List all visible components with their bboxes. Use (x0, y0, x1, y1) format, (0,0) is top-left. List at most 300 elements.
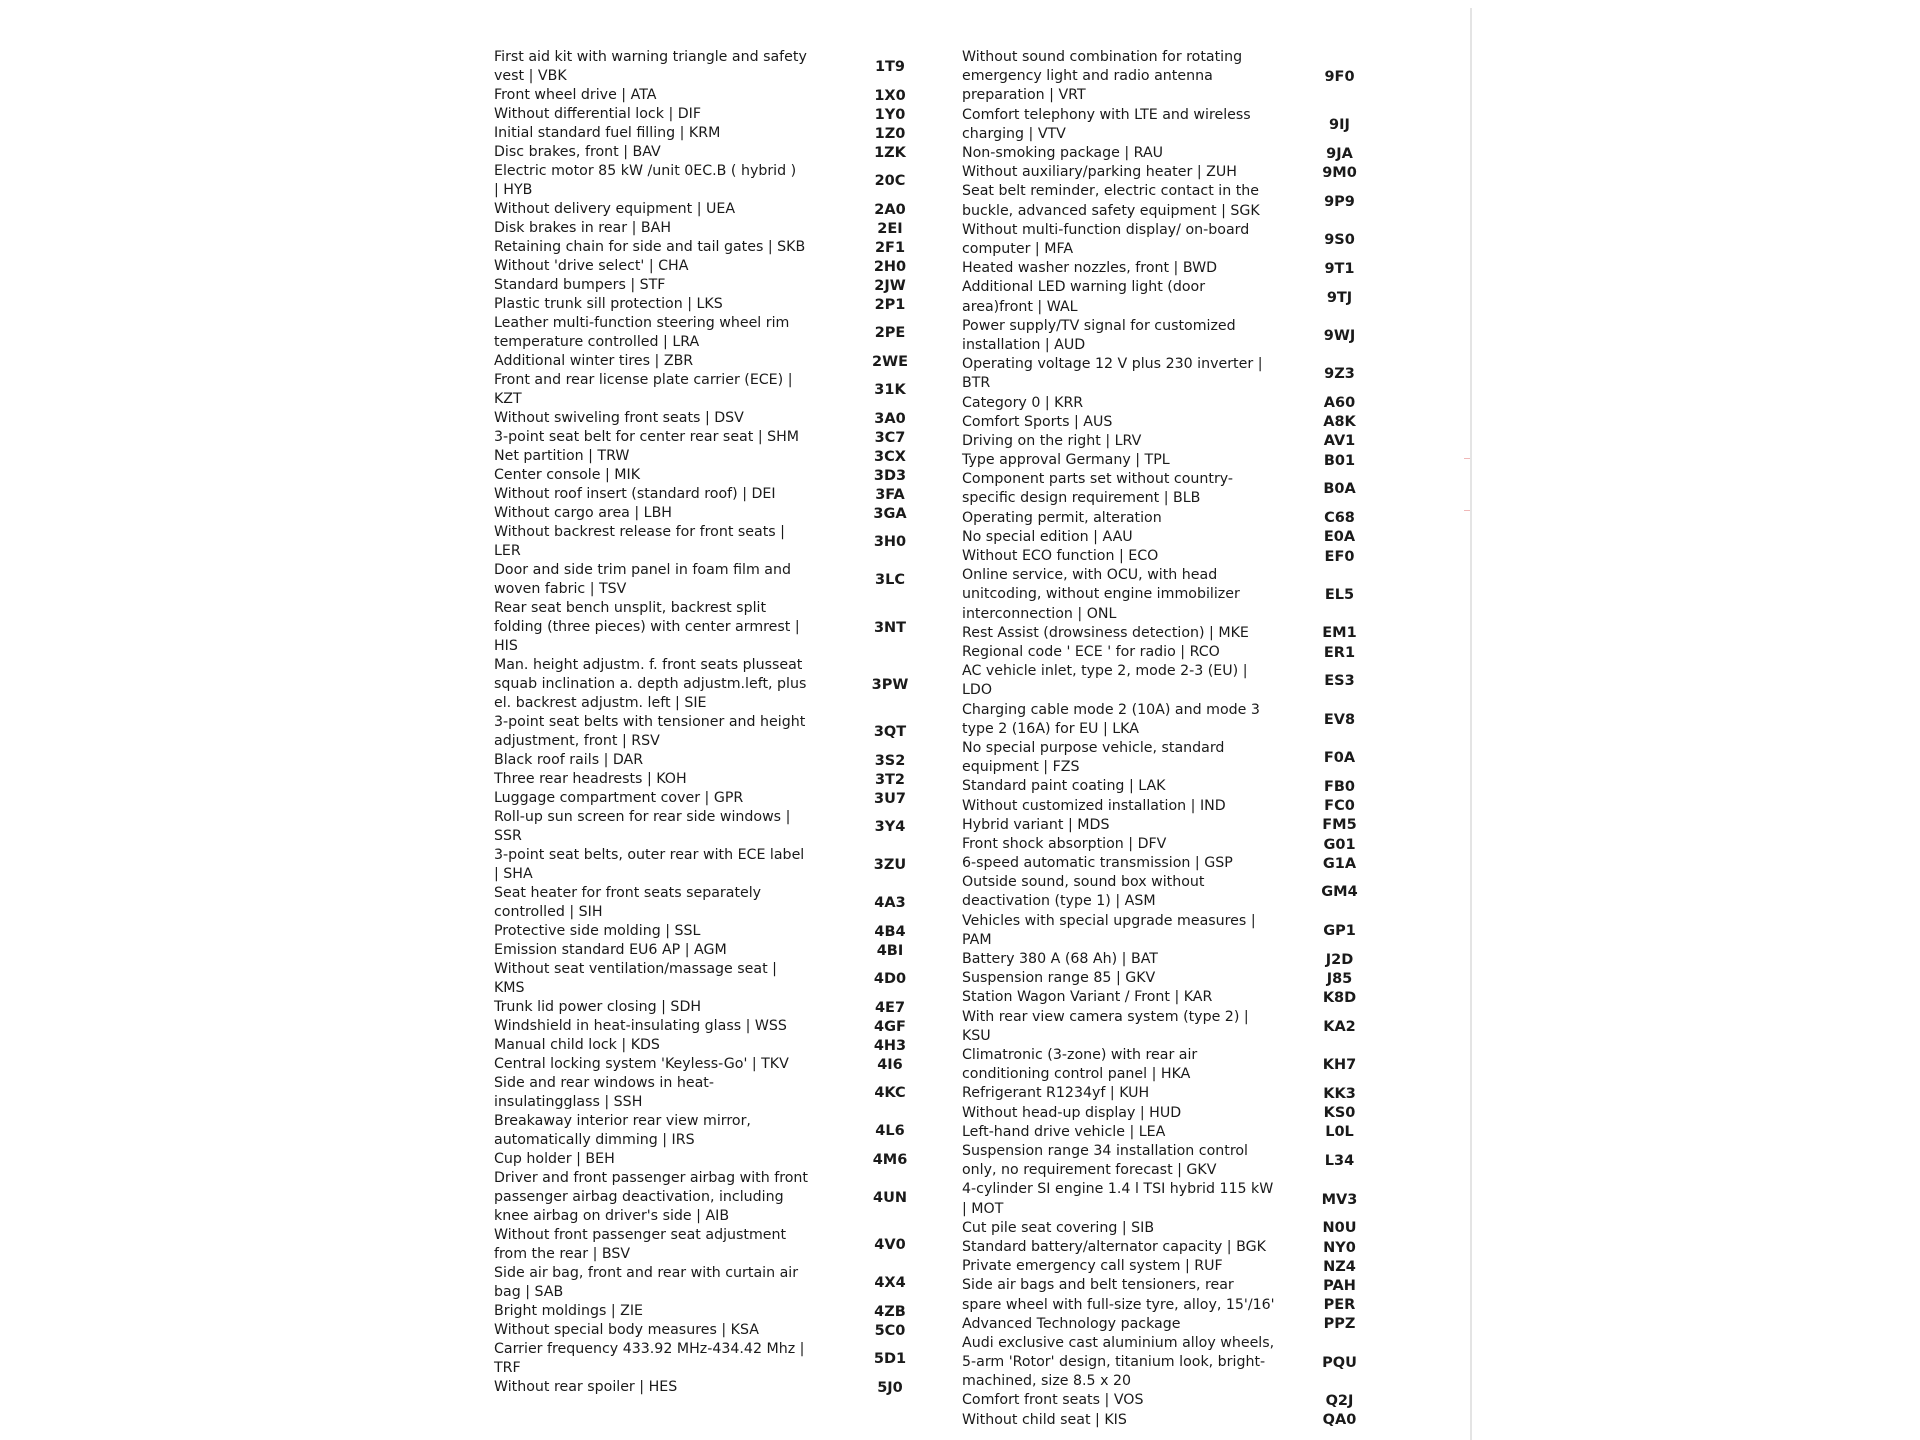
equipment-description: Additional winter tires | ZBR (494, 352, 694, 369)
equipment-code: 31K (874, 382, 906, 398)
equipment-description: Emission standard EU6 AP | AGM (494, 941, 727, 958)
equipment-code: ER1 (1323, 644, 1356, 661)
equipment-row (494, 162, 946, 200)
equipment-code: PER (1323, 1297, 1356, 1314)
equipment-code: PQU (1322, 1354, 1357, 1371)
equipment-code: G01 (1323, 836, 1356, 853)
equipment-description: 3-point seat belts with tensioner and height adjustment, front | RSV (494, 713, 806, 749)
equipment-code: 3LC (875, 572, 905, 588)
equipment-row (494, 1340, 946, 1378)
equipment-code: 3PW (871, 676, 909, 693)
equipment-row (962, 701, 1392, 739)
equipment-code: 4D0 (873, 971, 907, 987)
equipment-code: FM5 (1322, 817, 1357, 834)
equipment-code: 1Z0 (874, 125, 906, 142)
equipment-row (962, 1238, 1392, 1257)
equipment-description: Cut pile seat covering | SIB (962, 1219, 1155, 1236)
equipment-description: Initial standard fuel filling | KRM (494, 124, 721, 141)
equipment-description: Online service, with OCU, with head unitcoding, without engine immobilizer interconnection | ONL (962, 567, 1240, 622)
equipment-description: Without 'drive select' | CHA (494, 257, 689, 274)
margin-mark (1464, 458, 1470, 459)
equipment-code: L0L (1325, 1124, 1354, 1141)
equipment-description: Windshield in heat-insulating glass | WSS (494, 1017, 787, 1034)
equipment-description: Without ECO function | ECO (962, 548, 1159, 565)
equipment-row (962, 854, 1392, 873)
equipment-code: 4B4 (874, 923, 906, 940)
equipment-code: A60 (1323, 395, 1356, 412)
equipment-code: 3QT (873, 724, 907, 740)
equipment-code: 20C (874, 173, 906, 189)
equipment-description: Cup holder | BEH (494, 1150, 615, 1167)
equipment-description: Left-hand drive vehicle | LEA (962, 1123, 1166, 1140)
equipment-code: AV1 (1323, 433, 1356, 450)
equipment-description: Central locking system 'Keyless-Go' | TKV (494, 1055, 789, 1072)
equipment-row (494, 219, 946, 238)
equipment-description: spare wheel with full-size tyre, alloy, 15'/16' (962, 1296, 1275, 1313)
equipment-description: Man. height adjustm. f. front seats plusseat squab inclination a. depth adjustm.left, plus el. backrest adjustm. left | SIE (494, 656, 807, 712)
equipment-row (962, 1104, 1392, 1123)
equipment-code: 4L6 (875, 1123, 905, 1139)
equipment-row (494, 770, 946, 789)
equipment-row (962, 163, 1392, 182)
equipment-code: EV8 (1323, 711, 1356, 728)
equipment-description: Component parts set without country- specific design requirement | BLB (962, 471, 1234, 507)
equipment-description: Without cargo area | LBH (494, 504, 672, 521)
equipment-description: Hybrid variant | MDS (962, 816, 1110, 833)
equipment-row (962, 662, 1392, 700)
equipment-description: Breakaway interior rear view mirror, automatically dimming | IRS (494, 1112, 751, 1148)
equipment-description: Advanced Technology package (962, 1315, 1181, 1332)
equipment-description: Seat heater for front seats separately controlled | SIH (494, 884, 762, 920)
equipment-code: 4KC (874, 1085, 906, 1101)
equipment-code: 3A0 (874, 410, 906, 427)
equipment-code: 2H0 (873, 258, 907, 275)
equipment-row (494, 561, 946, 599)
equipment-row (962, 1180, 1392, 1218)
equipment-row (962, 547, 1392, 566)
equipment-row (494, 960, 946, 998)
equipment-code: GM4 (1321, 884, 1358, 901)
equipment-description: Without multi-function display/ on-board computer | MFA (962, 221, 1250, 257)
equipment-code: 2P1 (874, 296, 906, 313)
equipment-code: 5C0 (874, 1322, 906, 1339)
equipment-description: Battery 380 A (68 Ah) | BAT (962, 951, 1158, 968)
equipment-code: 3H0 (873, 534, 907, 550)
equipment-row (494, 884, 946, 922)
equipment-code: KK3 (1323, 1086, 1356, 1102)
equipment-code: GP1 (1323, 922, 1356, 939)
equipment-row (494, 941, 946, 960)
equipment-description: 4-cylinder SI engine 1.4 l TSI hybrid 115 kW | MOT (962, 1181, 1274, 1217)
equipment-row (962, 1257, 1392, 1276)
equipment-code: 4GF (874, 1018, 906, 1035)
equipment-description: No special purpose vehicle, standard equipment | FZS (962, 739, 1225, 776)
equipment-code: L34 (1324, 1153, 1355, 1170)
equipment-row (962, 1142, 1392, 1180)
equipment-description: Seat belt reminder, electric contact in the buckle, advanced safety equipment | SGK (962, 183, 1260, 219)
equipment-description: Front wheel drive | ATA (494, 86, 657, 103)
equipment-description: Without child seat | KIS (962, 1411, 1127, 1428)
equipment-row (962, 912, 1392, 950)
equipment-row (494, 352, 946, 371)
equipment-description: Without rear spoiler | HES (494, 1378, 678, 1395)
equipment-description: Without auxiliary/parking heater | ZUH (962, 164, 1237, 181)
equipment-code: Q2J (1325, 1393, 1354, 1410)
equipment-code: 4E7 (874, 999, 906, 1016)
equipment-description: Power supply/TV signal for customized installation | AUD (962, 317, 1236, 353)
equipment-row (494, 1264, 946, 1302)
equipment-description: Operating voltage 12 V plus 230 inverter | BTR (962, 356, 1263, 392)
equipment-description: Vehicles with special upgrade measures | PAM (962, 912, 1256, 948)
equipment-description: Outside sound, sound box without deactivation (type 1) | ASM (962, 874, 1205, 910)
equipment-row (494, 447, 946, 466)
equipment-description: Additional LED warning light (door area)front | WAL (962, 279, 1206, 315)
equipment-row (962, 221, 1392, 259)
equipment-code: 5J0 (877, 1379, 903, 1396)
equipment-description: Standard bumpers | STF (494, 276, 666, 293)
equipment-description: First aid kit with warning triangle and safety vest | VBK (494, 48, 807, 84)
equipment-code: K8D (1322, 990, 1357, 1007)
equipment-description: Standard paint coating | LAK (962, 778, 1166, 795)
equipment-row (962, 509, 1392, 528)
equipment-description: Non-smoking package | RAU (962, 144, 1164, 161)
equipment-row (494, 599, 946, 656)
equipment-row (962, 144, 1392, 163)
equipment-row (962, 1276, 1392, 1295)
equipment-row (962, 1411, 1392, 1430)
equipment-description: No special edition | AAU (962, 528, 1133, 545)
equipment-row (962, 988, 1392, 1007)
page-edge-line (1470, 8, 1472, 1440)
equipment-row (962, 624, 1392, 643)
equipment-row (962, 182, 1392, 220)
equipment-description: Without delivery equipment | UEA (494, 200, 736, 217)
equipment-row (962, 432, 1392, 451)
equipment-row (494, 1074, 946, 1112)
equipment-code: 4V0 (874, 1237, 906, 1253)
equipment-description: Side and rear windows in heat- insulatingglass | SSH (494, 1074, 714, 1110)
equipment-code: 4ZB (874, 1303, 906, 1320)
equipment-code: 3NT (873, 619, 907, 636)
equipment-row (494, 504, 946, 523)
equipment-description: AC vehicle inlet, type 2, mode 2-3 (EU) | LDO (962, 663, 1248, 699)
equipment-row (494, 846, 946, 884)
equipment-row (962, 566, 1392, 624)
equipment-code: 9M0 (1322, 164, 1357, 181)
equipment-code: NZ4 (1323, 1258, 1356, 1275)
equipment-row (962, 1334, 1392, 1392)
equipment-code: KS0 (1323, 1105, 1356, 1122)
equipment-code: EM1 (1322, 625, 1357, 642)
equipment-description: Trunk lid power closing | SDH (494, 998, 702, 1015)
equipment-row (494, 238, 946, 257)
equipment-code: G1A (1322, 855, 1357, 872)
equipment-row (962, 317, 1392, 355)
equipment-description: Audi exclusive cast aluminium alloy wheels, 5-arm 'Rotor' design, titanium look, bright- machined, size 8.5 x 20 (962, 1334, 1275, 1390)
equipment-description: Without sound combination for rotating emergency light and radio antenna preparation | VRT (962, 49, 1243, 104)
equipment-description: Without roof insert (standard roof) | DEI (494, 485, 776, 502)
equipment-code: 4UN (873, 1189, 907, 1206)
equipment-code: 3C7 (874, 429, 906, 446)
equipment-row (494, 466, 946, 485)
equipment-row (962, 355, 1392, 393)
equipment-description: Protective side molding | SSL (494, 922, 701, 939)
equipment-code: 9IJ (1329, 116, 1350, 133)
equipment-description: Rear seat bench unsplit, backrest split folding (three pieces) with center armrest | HIS (494, 599, 800, 655)
equipment-row (962, 1391, 1392, 1410)
equipment-code: NY0 (1323, 1239, 1356, 1256)
left-equipment-column (494, 48, 946, 1397)
equipment-code: C68 (1324, 510, 1355, 527)
equipment-code: 3U7 (874, 790, 906, 807)
equipment-row (962, 259, 1392, 278)
equipment-description: Without backrest release for front seats | LER (494, 523, 785, 559)
equipment-code: 4H3 (873, 1037, 907, 1054)
equipment-code: J2D (1325, 951, 1354, 968)
equipment-description: Rest Assist (drowsiness detection) | MKE (962, 624, 1249, 641)
equipment-row (962, 797, 1392, 816)
equipment-code: 4M6 (872, 1151, 908, 1168)
equipment-code: 2JW (874, 277, 906, 294)
equipment-code: 3D3 (873, 467, 907, 484)
equipment-code: MV3 (1321, 1191, 1358, 1208)
equipment-row (962, 950, 1392, 969)
equipment-row (494, 1378, 946, 1397)
equipment-row (494, 789, 946, 808)
equipment-row (962, 739, 1392, 777)
equipment-code: EF0 (1324, 548, 1355, 565)
equipment-row (494, 143, 946, 162)
equipment-description: Driver and front passenger airbag with front passenger airbag deactivation, including knee airbag on driver's side | AIB (494, 1169, 808, 1225)
equipment-code: 5D1 (873, 1351, 907, 1367)
equipment-description: Comfort telephony with LTE and wireless charging | VTV (962, 106, 1251, 142)
equipment-description: Comfort front seats | VOS (962, 1392, 1144, 1409)
equipment-description: Leather multi-function steering wheel rim temperature controlled | LRA (494, 314, 790, 350)
equipment-description: Without special body measures | KSA (494, 1321, 759, 1338)
equipment-row (962, 1008, 1392, 1046)
equipment-row (494, 751, 946, 770)
equipment-row (962, 528, 1392, 547)
equipment-code: 3S2 (874, 752, 906, 769)
equipment-description: Side air bags and belt tensioners, rear (962, 1277, 1234, 1294)
equipment-code: B0A (1323, 481, 1356, 498)
equipment-code: 1X0 (874, 87, 906, 104)
equipment-description: Without swiveling front seats | DSV (494, 409, 744, 426)
equipment-row (962, 1123, 1392, 1142)
equipment-description: Carrier frequency 433.92 MHz-434.42 Mhz | TRF (494, 1340, 805, 1376)
equipment-row (962, 1296, 1392, 1315)
equipment-row (494, 105, 946, 124)
equipment-row (962, 278, 1392, 316)
equipment-code: 2A0 (874, 201, 906, 218)
equipment-description: Without front passenger seat adjustment from the rear | BSV (494, 1226, 787, 1262)
equipment-description: Heated washer nozzles, front | BWD (962, 260, 1218, 277)
equipment-description: Without customized installation | IND (962, 797, 1226, 814)
equipment-code: 1Y0 (874, 106, 906, 123)
equipment-code: B01 (1323, 452, 1356, 469)
equipment-description: Manual child lock | KDS (494, 1036, 660, 1053)
equipment-row (962, 1084, 1392, 1103)
equipment-row (962, 451, 1392, 470)
equipment-code: 3FA (875, 486, 905, 503)
equipment-code: 9P9 (1324, 193, 1355, 210)
equipment-description: Disk brakes in rear | BAH (494, 219, 671, 236)
equipment-code: 4A3 (874, 895, 906, 911)
equipment-row (494, 523, 946, 561)
equipment-code: 2EI (877, 220, 903, 237)
equipment-row (494, 1112, 946, 1150)
equipment-row (494, 409, 946, 428)
equipment-row (962, 470, 1392, 508)
equipment-description: 3-point seat belt for center rear seat | SHM (494, 428, 800, 445)
equipment-row (494, 200, 946, 219)
equipment-code: 4I6 (877, 1056, 903, 1073)
equipment-row (494, 1169, 946, 1226)
equipment-code: 3ZU (873, 857, 907, 873)
equipment-row (494, 1302, 946, 1321)
equipment-row (494, 808, 946, 846)
equipment-row (494, 371, 946, 409)
equipment-row (962, 873, 1392, 911)
equipment-code: 9S0 (1324, 231, 1355, 248)
equipment-description: Category 0 | KRR (962, 394, 1084, 411)
equipment-description: Refrigerant R1234yf | KUH (962, 1085, 1150, 1102)
equipment-row (494, 257, 946, 276)
equipment-description: Roll-up sun screen for rear side windows | SSR (494, 808, 791, 844)
equipment-code: KA2 (1323, 1018, 1356, 1035)
equipment-row (962, 835, 1392, 854)
equipment-description: Three rear headrests | KOH (494, 770, 687, 787)
equipment-description: Standard battery/alternator capacity | BGK (962, 1238, 1266, 1255)
equipment-code: KH7 (1322, 1057, 1357, 1074)
equipment-description: Type approval Germany | TPL (962, 452, 1170, 469)
equipment-row (494, 485, 946, 504)
equipment-description: Net partition | TRW (494, 447, 630, 464)
equipment-code: A8K (1323, 414, 1356, 431)
equipment-code: 9F0 (1324, 68, 1355, 85)
equipment-row (494, 1055, 946, 1074)
right-equipment-column (962, 48, 1392, 1430)
equipment-row (494, 428, 946, 447)
equipment-row (494, 656, 946, 713)
equipment-row (962, 1046, 1392, 1084)
equipment-description: Climatronic (3-zone) with rear air conditioning control panel | HKA (962, 1047, 1198, 1083)
equipment-description: Suspension range 85 | GKV (962, 970, 1156, 987)
equipment-code: ES3 (1324, 673, 1355, 690)
equipment-row (494, 922, 946, 941)
equipment-row (962, 394, 1392, 413)
equipment-description: 3-point seat belts, outer rear with ECE label | SHA (494, 846, 805, 882)
equipment-code: 2WE (872, 353, 908, 370)
equipment-row (962, 969, 1392, 988)
equipment-description: Luggage compartment cover | GPR (494, 789, 744, 806)
equipment-code: FC0 (1324, 798, 1355, 815)
equipment-row (494, 1017, 946, 1036)
equipment-row (962, 48, 1392, 106)
equipment-description: Side air bag, front and rear with curtain air bag | SAB (494, 1264, 799, 1300)
equipment-code: 3Y4 (874, 819, 906, 835)
equipment-code: EL5 (1324, 587, 1355, 603)
equipment-row (494, 124, 946, 143)
equipment-description: Regional code ' ECE ' for radio | RCO (962, 643, 1220, 660)
equipment-code: 9Z3 (1324, 366, 1355, 383)
equipment-row (494, 276, 946, 295)
equipment-code: FB0 (1323, 778, 1356, 795)
equipment-description: Front and rear license plate carrier (ECE) | KZT (494, 371, 793, 407)
equipment-code: QA0 (1322, 1412, 1357, 1429)
equipment-code: PAH (1323, 1277, 1356, 1294)
equipment-code: 9TJ (1326, 289, 1353, 306)
equipment-description: Without seat ventilation/massage seat | KMS (494, 960, 777, 996)
equipment-description: Electric motor 85 kW /unit 0EC.B ( hybrid ) | HYB (494, 162, 797, 198)
equipment-code: J85 (1326, 970, 1353, 987)
equipment-description: Black roof rails | DAR (494, 751, 644, 768)
equipment-description: With rear view camera system (type 2) | KSU (962, 1008, 1249, 1044)
equipment-description: Operating permit, alteration (962, 509, 1162, 526)
equipment-code: 3CX (874, 448, 906, 465)
equipment-row (962, 413, 1392, 432)
equipment-row (962, 643, 1392, 662)
equipment-description: Private emergency call system | RUF (962, 1258, 1223, 1275)
equipment-description: Door and side trim panel in foam film and woven fabric | TSV (494, 561, 791, 597)
equipment-description: 6-speed automatic transmission | GSP (962, 855, 1233, 872)
equipment-description: Retaining chain for side and tail gates | SKB (494, 238, 806, 255)
equipment-row (494, 998, 946, 1017)
equipment-description: Disc brakes, front | BAV (494, 143, 661, 160)
equipment-description: Center console | MIK (494, 466, 641, 483)
equipment-code: F0A (1323, 750, 1356, 767)
equipment-row (494, 314, 946, 352)
equipment-code: 3T2 (874, 771, 906, 788)
equipment-code: 2PE (874, 325, 906, 341)
equipment-code: N0U (1322, 1220, 1357, 1237)
equipment-description: Driving on the right | LRV (962, 432, 1142, 449)
equipment-description: Charging cable mode 2 (10A) and mode 3 type 2 (16A) for EU | LKA (962, 701, 1260, 737)
equipment-code: 3GA (873, 505, 907, 522)
equipment-row (494, 295, 946, 314)
equipment-description: Without head-up display | HUD (962, 1104, 1182, 1121)
equipment-row (494, 1226, 946, 1264)
margin-mark (1464, 510, 1470, 511)
equipment-row (494, 713, 946, 751)
equipment-row (494, 1036, 946, 1055)
equipment-row (962, 1315, 1392, 1334)
equipment-code: PPZ (1323, 1316, 1356, 1333)
equipment-description: Without differential lock | DIF (494, 105, 702, 122)
equipment-code: 9WJ (1323, 327, 1356, 344)
equipment-row (494, 1321, 946, 1340)
equipment-row (494, 48, 946, 86)
equipment-row (962, 777, 1392, 796)
equipment-code: 9JA (1326, 145, 1353, 162)
equipment-row (494, 1150, 946, 1169)
equipment-row (962, 106, 1392, 144)
equipment-description: Suspension range 34 installation control only, no requirement forecast | GKV (962, 1142, 1248, 1179)
equipment-description: Front shock absorption | DFV (962, 835, 1167, 852)
equipment-code: 1ZK (874, 144, 906, 161)
equipment-description: Plastic trunk sill protection | LKS (494, 295, 723, 312)
equipment-code: E0A (1323, 529, 1356, 546)
equipment-description: Comfort Sports | AUS (962, 413, 1113, 430)
equipment-row (962, 816, 1392, 835)
equipment-code: 1T9 (874, 59, 906, 75)
equipment-row (494, 86, 946, 105)
equipment-code: 4X4 (874, 1275, 906, 1291)
equipment-description: Bright moldings | ZIE (494, 1302, 644, 1319)
equipment-code: 9T1 (1324, 260, 1355, 277)
equipment-code: 2F1 (874, 239, 906, 256)
equipment-row (962, 1219, 1392, 1238)
